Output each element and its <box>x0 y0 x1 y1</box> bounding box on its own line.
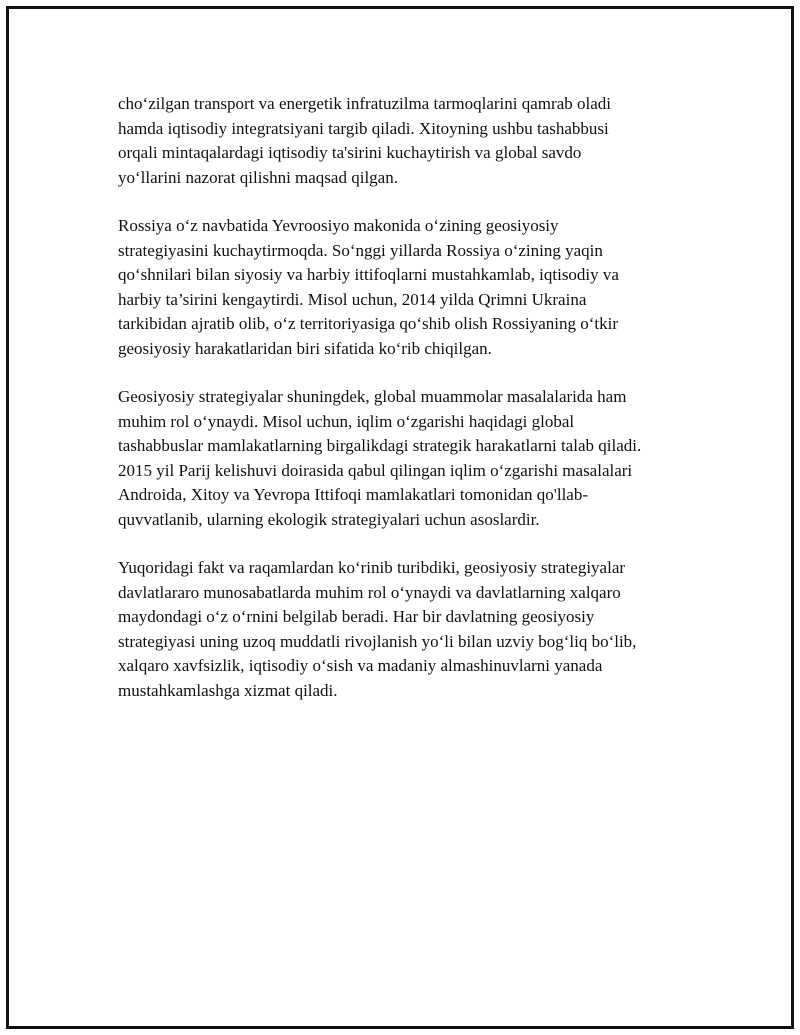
text-line: mustahkamlashga xizmat qiladi. <box>118 680 338 700</box>
text-line: qo‘shnilari bilan siyosiy va harbiy ittifoqlarni mustahkamlab, iqtisodiy va <box>118 265 619 284</box>
text-line: orqali mintaqalardagi iqtisodiy ta'sirini kuchaytirish va global savdo <box>118 143 582 162</box>
text-line: davlatlararo munosabatlarda muhim rol o‘ynaydi va davlatlarning xalqaro <box>118 582 621 602</box>
text-line: xalqaro xavfsizlik, iqtisodiy o‘sish va madaniy almashinuvlarni yanada <box>118 656 603 675</box>
paragraph <box>118 385 718 532</box>
text-line: strategiyasini kuchaytirmoqda. So‘nggi yillarda Rossiya o‘zining yaqin <box>118 240 603 260</box>
text-line: Androida, Xitoy va Yevropa Ittifoqi mamlakatlari tomonidan qo'llab- <box>118 485 588 504</box>
document-body <box>118 92 718 727</box>
text-line: geosiyosiy harakatlaridan biri sifatida ko‘rib chiqilgan. <box>118 338 492 358</box>
text-line: tarkibidan ajratib olib, o‘z territoriyasiga qo‘shib olish Rossiyaning o‘tkir <box>118 314 618 333</box>
text-line: yo‘llarini nazorat qilishni maqsad qilgan. <box>118 167 398 187</box>
text-line: Geosiyosiy strategiyalar shuningdek, global muammolar masalalarida ham <box>118 387 627 406</box>
text-line: cho‘zilgan transport va energetik infratuzilma tarmoqlarini qamrab oladi <box>118 94 611 113</box>
text-line: hamda iqtisodiy integratsiyani targib qiladi. Xitoyning ushbu tashabbusi <box>118 118 609 138</box>
paragraph <box>118 556 718 703</box>
text-line: maydondagi o‘z o‘rnini belgilab beradi. Har bir davlatning geosiyosiy <box>118 607 595 626</box>
text-line: 2015 yil Parij kelishuvi doirasida qabul qilingan iqlim o‘zgarishi masalalari <box>118 460 633 480</box>
text-line: tashabbuslar mamlakatlarning birgalikdagi strategik harakatlarni talab qiladi. <box>118 436 642 455</box>
text-line: Rossiya o‘z navbatida Yevroosiyo makonida o‘zining geosiyosiy <box>118 216 559 235</box>
text-line: quvvatlanib, ularning ekologik strategiyalari uchun asoslardir. <box>118 509 540 529</box>
text-line: strategiyasi uning uzoq muddatli rivojlanish yo‘li bilan uzviy bog‘liq bo‘lib, <box>118 631 637 651</box>
text-line: muhim rol o‘ynaydi. Misol uchun, iqlim o‘zgarishi haqidagi global <box>118 411 575 431</box>
text-line: Yuqoridagi fakt va raqamlardan ko‘rinib turibdiki, geosiyosiy strategiyalar <box>118 558 626 577</box>
paragraph <box>118 92 718 190</box>
text-line: harbiy ta’sirini kengaytirdi. Misol uchun, 2014 yilda Qrimni Ukraina <box>118 289 587 309</box>
paragraph <box>118 214 718 361</box>
